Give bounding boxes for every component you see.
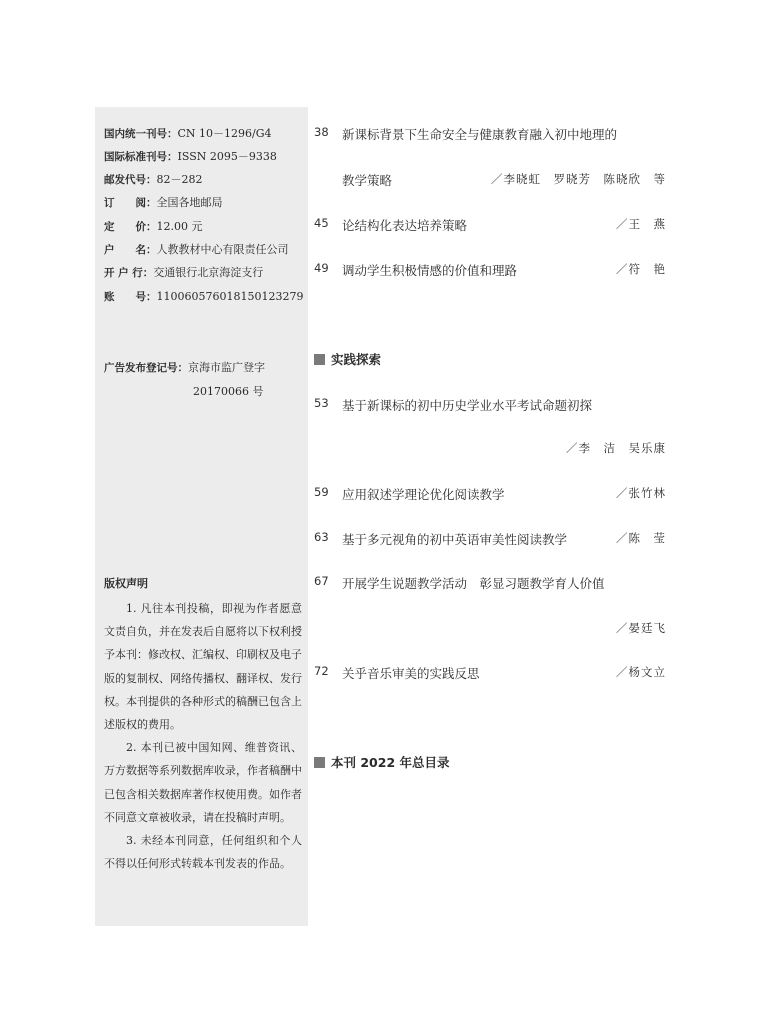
toc-author: ／符 艳 bbox=[616, 262, 666, 276]
toc-author: ／晏廷飞 bbox=[616, 621, 666, 635]
ad-registration-value-2-row bbox=[193, 385, 264, 399]
toc-author: ／陈 莹 bbox=[616, 531, 666, 545]
account-no-label: 账 号： bbox=[104, 291, 157, 303]
toc-author: ／王 燕 bbox=[616, 217, 666, 231]
copyright-paragraph-1: 1. 凡往本刊投稿，即视为作者愿意文责自负，并在发表后自愿将以下权利授予本刊：修改权、汇编权、印刷权及电子版的复制权、网络传播权、翻译权、发行权。本刊提供的各种形式的稿酬已包含上述版权的费用。 bbox=[104, 602, 302, 732]
bank-value: 交通银行北京海淀支行 bbox=[153, 266, 264, 279]
section-heading-annual-index[interactable] bbox=[314, 753, 450, 771]
copyright-paragraph-3: 3. 未经本刊同意，任何组织和个人不得以任何形式转载本刊发表的作品。 bbox=[104, 834, 302, 871]
toc-page-number: 38 bbox=[314, 125, 329, 139]
post-code-label: 邮发代号： bbox=[104, 174, 157, 186]
bank-row bbox=[104, 266, 263, 280]
toc-title: 教学策略 bbox=[342, 173, 393, 188]
toc-page-number: 67 bbox=[314, 574, 329, 588]
order-value: 全国各地邮局 bbox=[156, 196, 223, 209]
price-label: 定 价： bbox=[104, 221, 157, 233]
issn-row bbox=[104, 150, 277, 164]
toc-page-number: 72 bbox=[314, 664, 329, 678]
cn-value: CN 10－1296/G4 bbox=[177, 127, 272, 140]
toc-author: ／李晓虹 罗晓芳 陈晓欣 等 bbox=[491, 172, 666, 186]
toc-page-number: 63 bbox=[314, 530, 329, 544]
order-label: 订 阅： bbox=[104, 197, 157, 209]
price-row bbox=[104, 220, 203, 234]
ad-registration-value-2: 20170066 号 bbox=[193, 385, 264, 398]
section-heading-text: 实践探索 bbox=[331, 352, 382, 367]
issn-label: 国际标准刊号： bbox=[104, 151, 178, 163]
account-name-label: 户 名： bbox=[104, 244, 157, 256]
ad-registration-label: 广告发布登记号： bbox=[104, 362, 188, 374]
bank-label: 开 户 行： bbox=[104, 267, 154, 279]
toc-author: ／张竹林 bbox=[616, 486, 666, 500]
order-row bbox=[104, 196, 223, 210]
section-square-icon bbox=[314, 757, 325, 768]
toc-title: 开展学生说题教学活动 彰显习题教学育人价值 bbox=[342, 576, 605, 591]
toc-page-number: 45 bbox=[314, 216, 329, 230]
post-code-row bbox=[104, 173, 203, 187]
copyright-body bbox=[104, 597, 302, 875]
account-name-row bbox=[104, 243, 289, 257]
post-code-value: 82－282 bbox=[156, 173, 203, 186]
toc-title: 调动学生积极情感的价值和理路 bbox=[342, 263, 518, 278]
toc-author: ／李 洁 吴乐康 bbox=[566, 441, 666, 455]
toc-title: 论结构化表达培养策略 bbox=[342, 218, 468, 233]
toc-page-number: 53 bbox=[314, 396, 329, 410]
ad-registration-row bbox=[104, 361, 265, 375]
issn-value: ISSN 2095－9338 bbox=[177, 150, 277, 163]
toc-page-number: 59 bbox=[314, 485, 329, 499]
toc-title: 新课标背景下生命安全与健康教育融入初中地理的 bbox=[342, 127, 618, 142]
section-heading-practice bbox=[314, 350, 381, 368]
cn-row bbox=[104, 127, 272, 141]
toc-page-number: 49 bbox=[314, 261, 329, 275]
toc-title: 关乎音乐审美的实践反思 bbox=[342, 666, 480, 681]
toc-title: 基于新课标的初中历史学业水平考试命题初探 bbox=[342, 398, 593, 413]
toc-author: ／杨文立 bbox=[616, 665, 666, 679]
account-no-row bbox=[104, 290, 303, 304]
sidebar-info-panel bbox=[95, 107, 308, 926]
copyright-paragraph-2: 2. 本刊已被中国知网、维普资讯、万方数据等系列数据库收录，作者稿酬中已包含相关数据库著作权使用费。如作者不同意文章被收录，请在投稿时声明。 bbox=[104, 741, 302, 824]
account-no-value: 110060576018150123279 bbox=[156, 290, 304, 303]
toc-title: 基于多元视角的初中英语审美性阅读教学 bbox=[342, 532, 568, 547]
copyright-title: 版权声明 bbox=[104, 577, 148, 590]
section-heading-text: 本刊 2022 年总目录 bbox=[331, 755, 450, 770]
cn-label: 国内统一刊号： bbox=[104, 128, 178, 140]
price-value: 12.00 元 bbox=[156, 220, 203, 233]
toc-title: 应用叙述学理论优化阅读教学 bbox=[342, 487, 505, 502]
ad-registration-value-1: 京海市监广登字 bbox=[188, 361, 265, 374]
account-name-value: 人教教材中心有限责任公司 bbox=[156, 243, 289, 256]
section-square-icon bbox=[314, 354, 325, 365]
